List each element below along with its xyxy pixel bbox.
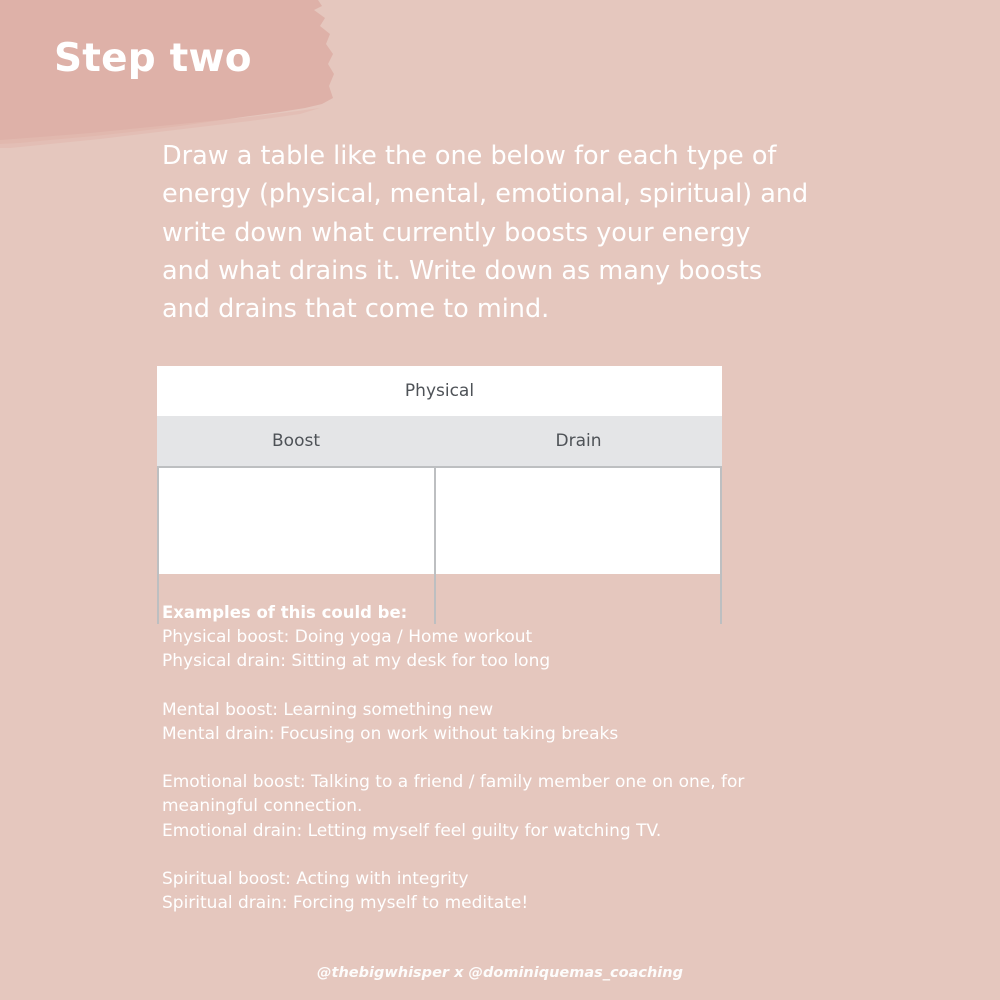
intro-paragraph — [162, 137, 862, 328]
intro-line: and what drains it. Write down as many boosts — [162, 255, 763, 286]
energy-table — [157, 366, 722, 574]
example-line: Physical drain: Sitting at my desk for too long — [162, 651, 551, 672]
example-line: Physical boost: Doing yoga / Home workout — [162, 627, 533, 647]
examples-heading: Examples of this could be: — [162, 603, 408, 622]
mental-examples — [162, 698, 862, 746]
example-line: Spiritual boost: Acting with integrity — [162, 868, 469, 889]
example-line: meaningful connection. — [162, 796, 363, 817]
table-title: Physical — [157, 366, 722, 416]
example-line: Emotional boost: Talking to a friend / family member one on one, for — [162, 772, 745, 793]
examples-section — [162, 601, 862, 915]
table-body — [157, 416, 722, 574]
page-title: Step two — [54, 36, 252, 81]
intro-line: energy (physical, mental, emotional, spiritual) and — [162, 179, 809, 210]
example-line: Spiritual drain: Forcing myself to meditate! — [162, 893, 529, 914]
emotional-examples — [162, 770, 862, 843]
physical-examples — [162, 625, 862, 673]
example-line: Mental boost: Learning something new — [162, 699, 494, 720]
intro-line: Draw a table like the one below for each type of — [162, 141, 777, 171]
boost-column-header: Boost — [157, 416, 435, 466]
table-divider — [157, 466, 722, 468]
spiritual-examples — [162, 867, 862, 915]
boost-cell — [157, 466, 435, 574]
intro-line: and drains that come to mind. — [162, 294, 550, 325]
intro-line: write down what currently boosts your energy — [162, 217, 751, 248]
drain-column-header: Drain — [435, 416, 722, 466]
example-line: Mental drain: Focusing on work without taking breaks — [162, 723, 619, 744]
drain-cell — [435, 466, 722, 574]
table-border-left — [157, 466, 159, 624]
example-line: Emotional drain: Letting myself feel guilty for watching TV. — [162, 820, 662, 841]
credit-footer: @thebigwhisper x @dominiquemas_coaching — [317, 965, 683, 981]
